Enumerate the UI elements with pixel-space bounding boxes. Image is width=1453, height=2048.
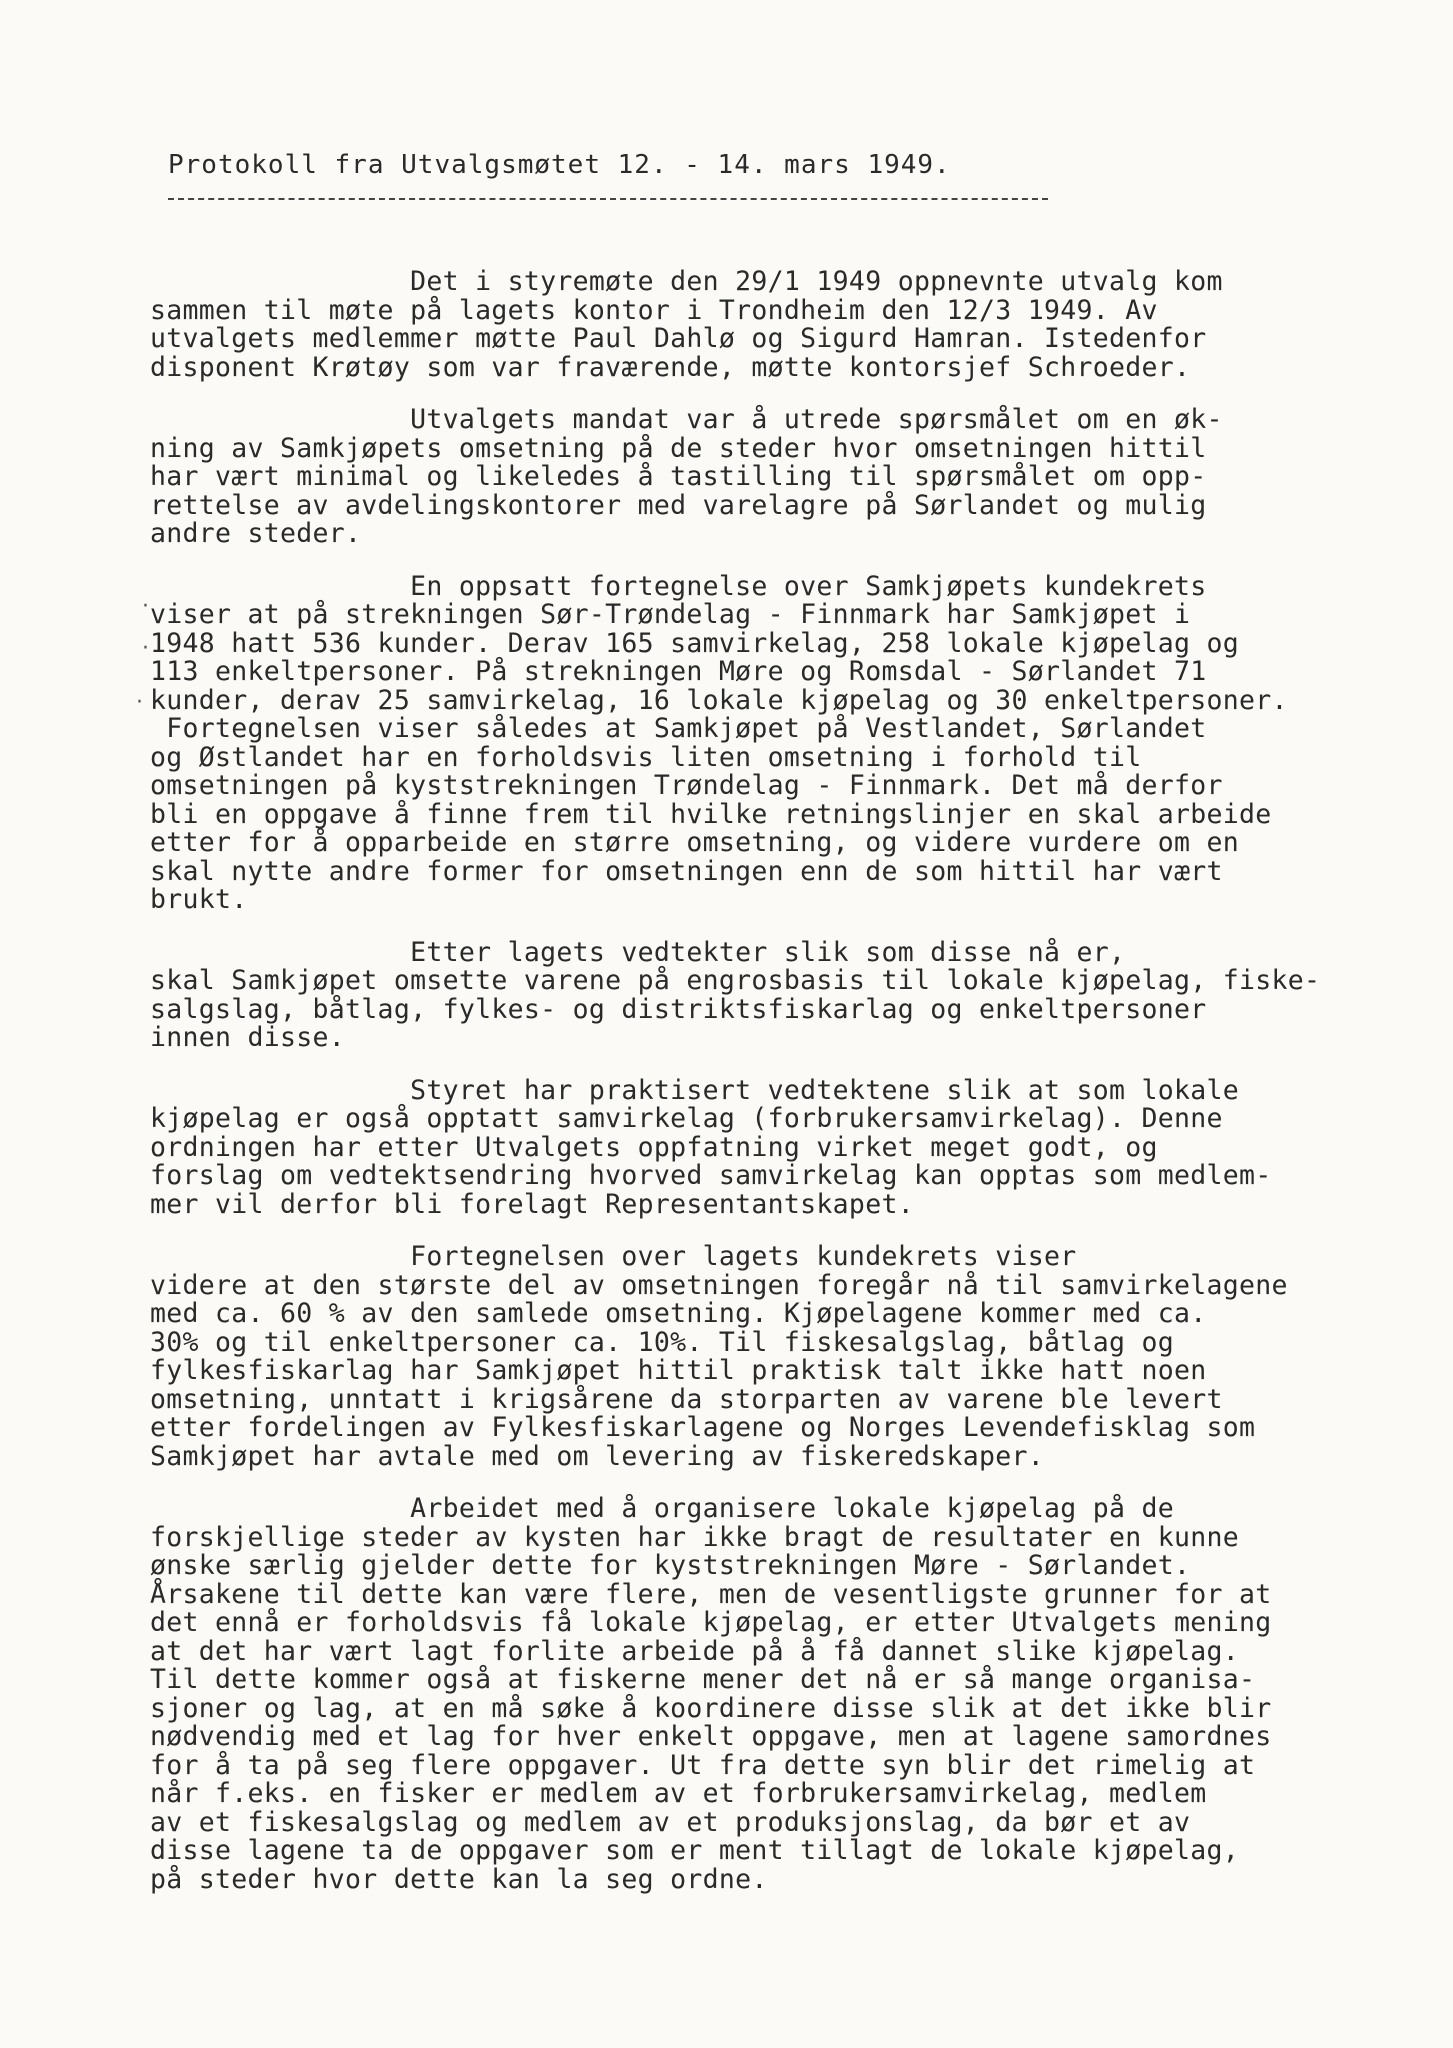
text-line: når f.eks. en fisker er medlem av et forbrukersamvirkelag, medlem bbox=[150, 1778, 1207, 1809]
text-line: forskjellige steder av kysten har ikke bragt de resultater en kunne bbox=[150, 1521, 1240, 1553]
text-line: brukt. bbox=[150, 884, 248, 915]
text-line: innen disse. bbox=[150, 1022, 346, 1053]
text-line: videre at den største del av omsetningen foregår nå til samvirkelagene bbox=[150, 1269, 1288, 1301]
text-line: salgslag, båtlag, fylkes- og distriktsfiskarlag og enkeltpersoner bbox=[150, 993, 1207, 1025]
text-line: skal Samkjøpet omsette varene på engrosbasis til lokale kjøpelag, fiske- bbox=[150, 965, 1321, 996]
text-line: Det i styremøte den 29/1 1949 oppnevnte utvalg kom bbox=[150, 266, 1223, 297]
text-line: ning av Samkjøpets omsetning på de steder hvor omsetningen hittil bbox=[150, 432, 1207, 464]
text-line: fylkesfiskarlag har Samkjøpet hittil praktisk talt ikke hatt noen bbox=[150, 1355, 1207, 1386]
text-line: andre steder. bbox=[150, 518, 362, 549]
paragraph bbox=[150, 936, 1430, 1053]
text-line: ønske særlig gjelder dette for kyststrekningen Møre - Sørlandet. bbox=[150, 1550, 1191, 1581]
text-line: etter for å opparbeide en større omsetning, og videre vurdere om en bbox=[150, 827, 1240, 858]
text-line: 1948 hatt 536 kunder. Derav 165 samvirkelag, 258 lokale kjøpelag og bbox=[150, 627, 1240, 659]
text-line: på steder hvor dette kan la seg ordne. bbox=[150, 1863, 768, 1895]
text-line: 30% og til enkeltpersoner ca. 10%. Til fiskesalgslag, båtlag og bbox=[150, 1326, 1175, 1358]
text-line: kunder, derav 25 samvirkelag, 16 lokale kjøpelag og 30 enkeltpersoner. bbox=[150, 684, 1288, 716]
text-line: at det har vært lagt forlite arbeide på å få dannet slike kjøpelag. bbox=[150, 1635, 1240, 1667]
text-line: viser at på strekningen Sør-Trøndelag - Finnmark har Samkjøpet i bbox=[150, 599, 1191, 630]
document-body bbox=[150, 268, 1430, 1918]
text-line: for å ta på seg flere oppgaver. Ut fra dette syn blir det rimelig at bbox=[150, 1749, 1256, 1781]
text-line: omsetning, unntatt i krigsårene da storparten av varene ble levert bbox=[150, 1383, 1223, 1415]
text-line: rettelse av avdelingskontorer med varelagre på Sørlandet og mulig bbox=[150, 489, 1207, 521]
paragraph bbox=[150, 1495, 1430, 1894]
text-line: nødvendig med et lag for hver enkelt oppgave, men at lagene samordnes bbox=[150, 1721, 1272, 1752]
text-line: det ennå er forholdsvis få lokale kjøpelag, er etter Utvalgets mening bbox=[150, 1607, 1272, 1638]
text-line: kjøpelag er også opptatt samvirkelag (forbrukersamvirkelag). Denne bbox=[150, 1103, 1223, 1134]
text-line: Utvalgets mandat var å utrede spørsmålet om en øk- bbox=[150, 404, 1223, 435]
paragraph bbox=[150, 406, 1430, 549]
paragraph bbox=[150, 268, 1430, 382]
text-line: Årsakene til dette kan være flere, men de vesentligste grunner for at bbox=[150, 1578, 1272, 1610]
text-line: Arbeidet med å organisere lokale kjøpelag på de bbox=[150, 1493, 1175, 1524]
text-line: omsetningen på kyststrekningen Trøndelag - Finnmark. Det må derfor bbox=[150, 770, 1223, 801]
text-line: Til dette kommer også at fiskerne mener det nå er så mange organisa- bbox=[150, 1664, 1256, 1695]
text-line: Etter lagets vedtekter slik som disse nå er, bbox=[150, 936, 1126, 968]
text-line: Fortegnelsen viser således at Samkjøpet på Vestlandet, Sørlandet bbox=[150, 713, 1207, 744]
paragraph bbox=[150, 1074, 1430, 1220]
text-line: Samkjøpet har avtale med om levering av fiskeredskaper. bbox=[150, 1440, 1044, 1472]
paragraph bbox=[150, 570, 1430, 915]
text-line: skal nytte andre former for omsetningen enn de som hittil har vært bbox=[150, 855, 1223, 887]
margin-mark: · bbox=[142, 636, 149, 661]
text-line: En oppsatt fortegnelse over Samkjøpets kundekrets bbox=[150, 570, 1207, 602]
text-line: forslag om vedtektsendring hvorved samvirkelag kan opptas som medlem- bbox=[150, 1160, 1272, 1191]
text-line: av et fiskesalgslag og medlem av et produksjonslag, da bør et av bbox=[150, 1806, 1191, 1838]
text-line: har vært minimal og likeledes å tastilling til spørsmålet om opp- bbox=[150, 461, 1207, 492]
text-line: sjoner og lag, at en må søke å koordinere disse slik at det ikke blir bbox=[150, 1692, 1272, 1724]
text-line: 113 enkeltpersoner. På strekningen Møre og Romsdal - Sørlandet 71 bbox=[150, 656, 1207, 687]
text-line: etter fordelingen av Fylkesfiskarlagene og Norges Levendefisklag som bbox=[150, 1412, 1256, 1443]
text-line: sammen til møte på lagets kontor i Trondheim den 12/3 1949. Av bbox=[150, 294, 1158, 326]
paragraph bbox=[150, 1243, 1430, 1471]
text-line: mer vil derfor bli forelagt Representantskapet. bbox=[150, 1188, 914, 1220]
document-title: Protokoll fra Utvalgsmøtet 12. - 14. mars 1949. bbox=[168, 150, 951, 180]
text-line: med ca. 60 % av den samlede omsetning. Kjøpelagene kommer med ca. bbox=[150, 1298, 1207, 1329]
text-line: utvalgets medlemmer møtte Paul Dahlø og Sigurd Hamran. Istedenfor bbox=[150, 323, 1207, 354]
text-line: disse lagene ta de oppgaver som er ment tillagt de lokale kjøpelag, bbox=[150, 1835, 1240, 1866]
text-line: disponent Krøtøy som var fraværende, møtte kontorsjef Schroeder. bbox=[150, 351, 1191, 383]
text-line: Styret har praktisert vedtektene slik at som lokale bbox=[150, 1074, 1240, 1106]
text-line: bli en oppgave å finne frem til hvilke retningslinjer en skal arbeide bbox=[150, 798, 1272, 830]
title-underline bbox=[168, 198, 1048, 200]
text-line: Fortegnelsen over lagets kundekrets viser bbox=[150, 1241, 1077, 1272]
text-line: ordningen har etter Utvalgets oppfatning virket meget godt, og bbox=[150, 1131, 1158, 1163]
margin-mark: · bbox=[142, 594, 149, 619]
margin-mark: · bbox=[136, 690, 143, 715]
text-line: og Østlandet har en forholdsvis liten omsetning i forhold til bbox=[150, 741, 1142, 773]
